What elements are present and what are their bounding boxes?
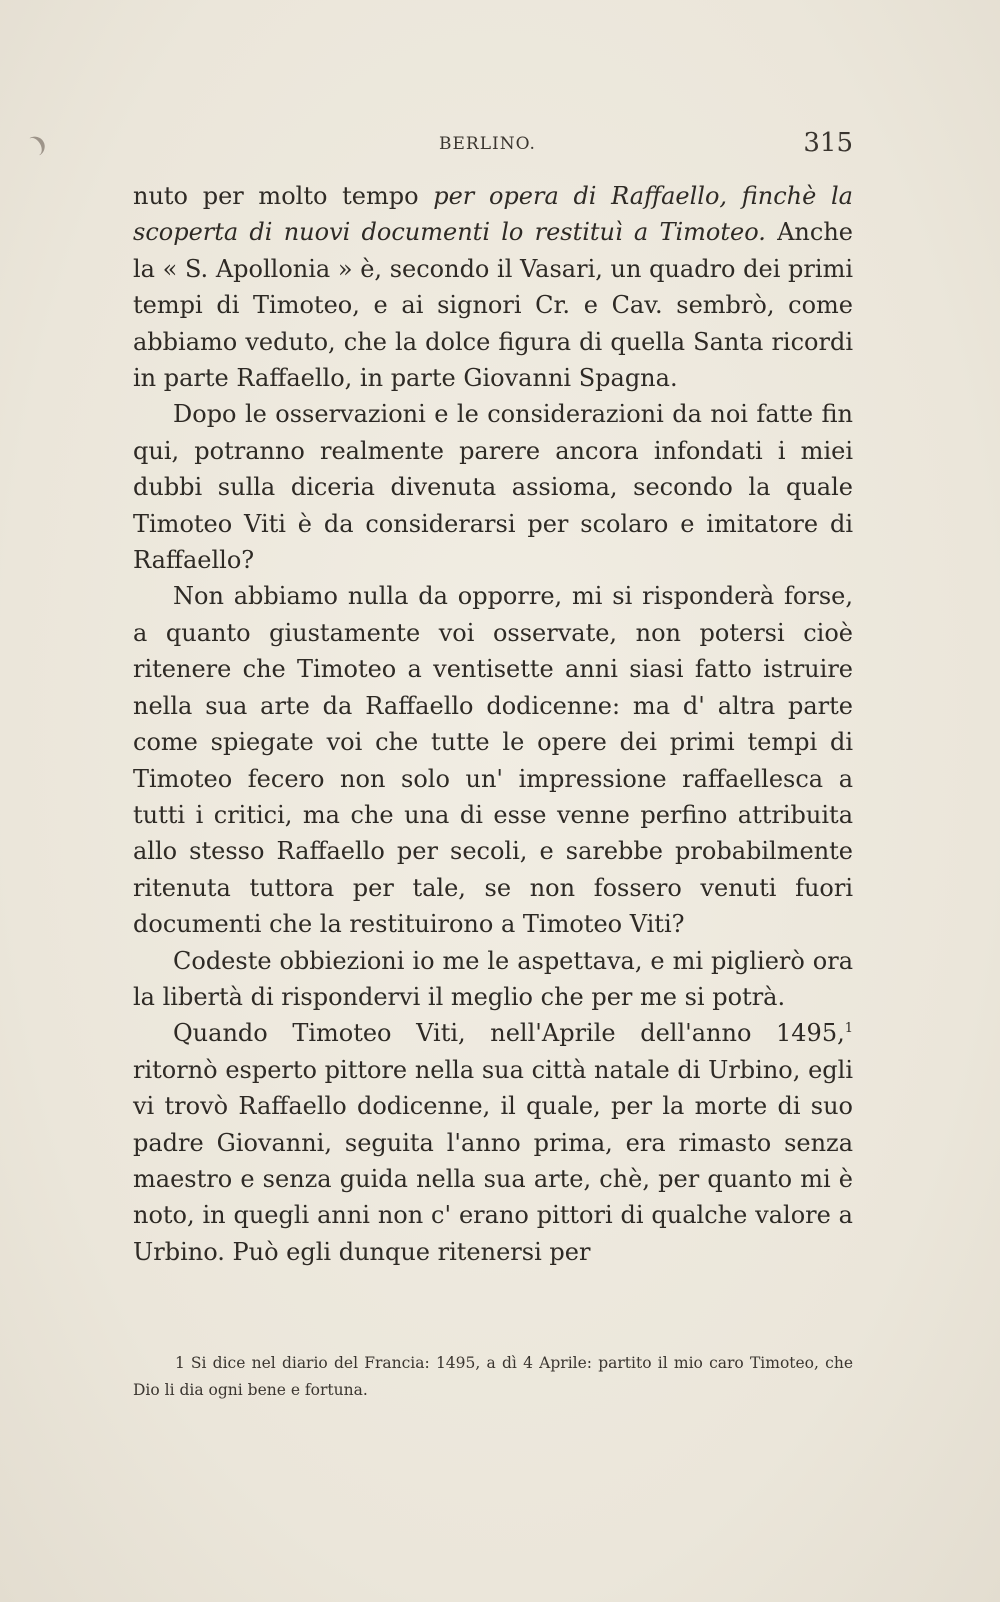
text-segment: Anche la « S. Apollonia » è, secondo il Vasari, un quadro dei primi tempi di Timoteo, e ai signori Cr. e Cav. sembrò, come abbiamo veduto, che la dolce figura di quella Santa ricordi in parte Raffaello, in parte Giovanni Spagna.: [133, 218, 853, 393]
footnote-text: Si dice nel diario del Francia: 1495, a dì 4 Aprile: partito il mio caro Timoteo, che Dio li dia ogni bene e fortuna.: [133, 1354, 853, 1399]
footnote-marker: 1: [175, 1354, 185, 1372]
ink-speck: ❩: [24, 129, 54, 160]
page-number: 315: [803, 128, 853, 158]
text-segment: nuto per molto tempo: [133, 182, 434, 210]
text-segment: ritornò esperto pittore nella sua città natale di Urbino, egli vi trovò Raffaello dodicenne, il quale, per la morte di suo padre Giovanni, seguita l'anno prima, era rimasto senza maestro e senza guida nella sua arte, chè, per quanto mi è noto, in quegli anni non c' erano pittori di qualche valore a Urbino. Può egli dunque ritenersi per: [133, 1055, 853, 1266]
paragraph: [133, 578, 853, 942]
paragraph: [133, 943, 853, 1016]
page-header: [133, 128, 853, 160]
italic-text: per opera di Raffaello, finchè la scoperta di nuovi documenti lo restituì a Timoteo.: [133, 182, 853, 247]
running-head: BERLINO.: [439, 134, 536, 154]
footnote: [133, 1350, 853, 1404]
text-segment: Codeste obbiezioni io me le aspettava, e mi piglierò ora la libertà di rispondervi il meglio che per me si potrà.: [133, 946, 853, 1011]
body-text: [133, 178, 853, 1270]
paragraph: [133, 1015, 853, 1270]
paragraph: [133, 396, 853, 578]
text-segment: Non abbiamo nulla da opporre, mi si risponderà forse, a quanto giustamente voi osservate, non potersi cioè ritenere che Timoteo a ventisette anni siasi fatto istruire nella sua arte da Raffaello dodicenne: ma d' altra parte come spiegate voi che tutte le opere dei primi tempi di Timoteo fecero non solo un' impressione raffaellesca a tutti i critici, ma che una di esse venne perfino attribuita allo stesso Raffaello per secoli, e sarebbe probabilmente ritenuta tuttora per tale, se non fossero venuti fuori documenti che la restituirono a Timoteo Viti?: [133, 582, 853, 939]
text-segment: Quando Timoteo Viti, nell'Aprile dell'anno 1495,: [173, 1019, 845, 1048]
footnote-reference: 1: [844, 1021, 853, 1037]
paragraph: [133, 178, 853, 396]
text-segment: Dopo le osservazioni e le considerazioni da noi fatte fin qui, potranno realmente parere ancora infondati i miei dubbi sulla diceria divenuta assioma, secondo la quale Timoteo Viti è da considerarsi per scolaro e imitatore di Raffaello?: [133, 400, 853, 575]
